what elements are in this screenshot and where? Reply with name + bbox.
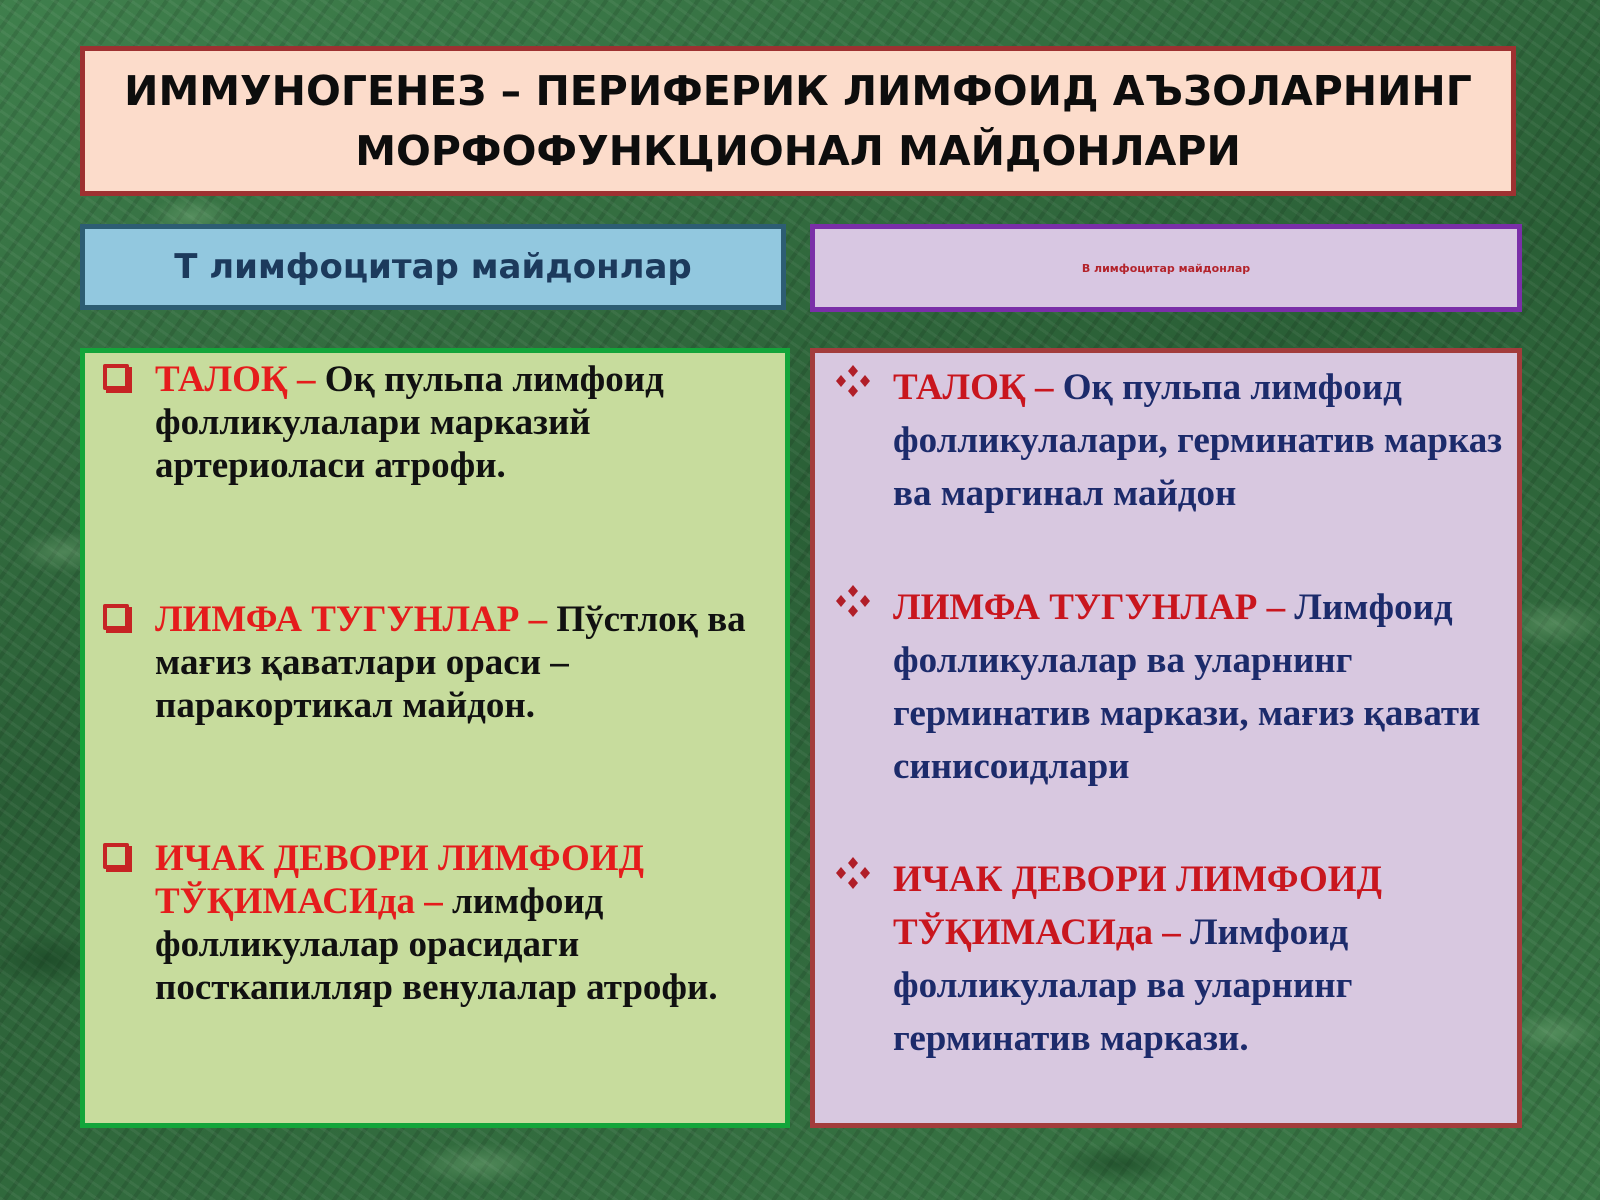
b-zones-header-label: В лимфоцитар майдонлар <box>1081 261 1251 275</box>
t-zone-item-text: Пўстлоқ ва мағиз қаватлари ораси – паракортикал майдон. <box>155 599 746 726</box>
b-zone-item-text: Лимфоид фолликулалар ва уларнинг герминатив маркази, мағиз қавати синисоидлари <box>893 587 1481 787</box>
b-zone-item-keyword: ЛИМФА ТУГУНЛАР – <box>893 587 1295 628</box>
diamond-cluster-bullet-icon <box>835 583 871 619</box>
b-zone-item-lymph-nodes <box>893 581 1515 793</box>
slide-title <box>98 61 1498 181</box>
slide-title-box <box>80 46 1516 196</box>
t-zone-item-keyword: ЛИМФА ТУГУНЛАР – <box>155 599 557 640</box>
b-zone-item-spleen <box>893 361 1515 520</box>
diamond-cluster-bullet-icon <box>835 855 871 891</box>
t-zone-item-lymph-nodes <box>155 598 775 727</box>
slide-title-line-1: ИММУНОГЕНЕЗ – ПЕРИФЕРИК ЛИМФОИД АЪЗОЛАРНИНГ <box>124 67 1472 115</box>
b-zone-item-keyword: ИЧАК ДЕВОРИ ЛИМФОИД ТЎҚИМАСИда – <box>893 859 1382 953</box>
t-zone-item-text: лимфоид фолликулалар орасидаги посткапилляр венулалар атрофи. <box>155 881 718 1008</box>
t-zone-item-intestine <box>155 837 775 1009</box>
t-zone-item-spleen <box>155 358 775 487</box>
b-zones-header <box>810 224 1522 312</box>
square-bullet-icon <box>103 843 129 869</box>
t-zones-panel <box>80 348 790 1128</box>
square-bullet-icon <box>103 604 129 630</box>
b-zone-item-keyword: ТАЛОҚ – <box>893 367 1063 408</box>
b-zones-panel <box>810 348 1522 1128</box>
square-bullet-icon <box>103 364 129 390</box>
b-zone-item-text: Оқ пульпа лимфоид фолликулалари, герминатив марказ ва маргинал майдон <box>893 367 1503 514</box>
slide-title-line-2: МОРФОФУНКЦИОНАЛ МАЙДОНЛАРИ <box>355 127 1241 175</box>
t-zone-item-keyword: ИЧАК ДЕВОРИ ЛИМФОИД ТЎҚИМАСИда – <box>155 838 644 922</box>
t-zones-header <box>80 224 786 310</box>
t-zones-header-label: Т лимфоцитар майдонлар <box>174 247 692 287</box>
b-zone-item-intestine <box>893 853 1515 1065</box>
t-zone-item-keyword: ТАЛОҚ – <box>155 359 325 400</box>
t-zone-item-text: Оқ пульпа лимфоид фолликулалари марказий артериоласи атрофи. <box>155 359 664 486</box>
b-zone-item-text: Лимфоид фолликулалар ва уларнинг герминатив маркази. <box>893 912 1353 1059</box>
diamond-cluster-bullet-icon <box>835 363 871 399</box>
